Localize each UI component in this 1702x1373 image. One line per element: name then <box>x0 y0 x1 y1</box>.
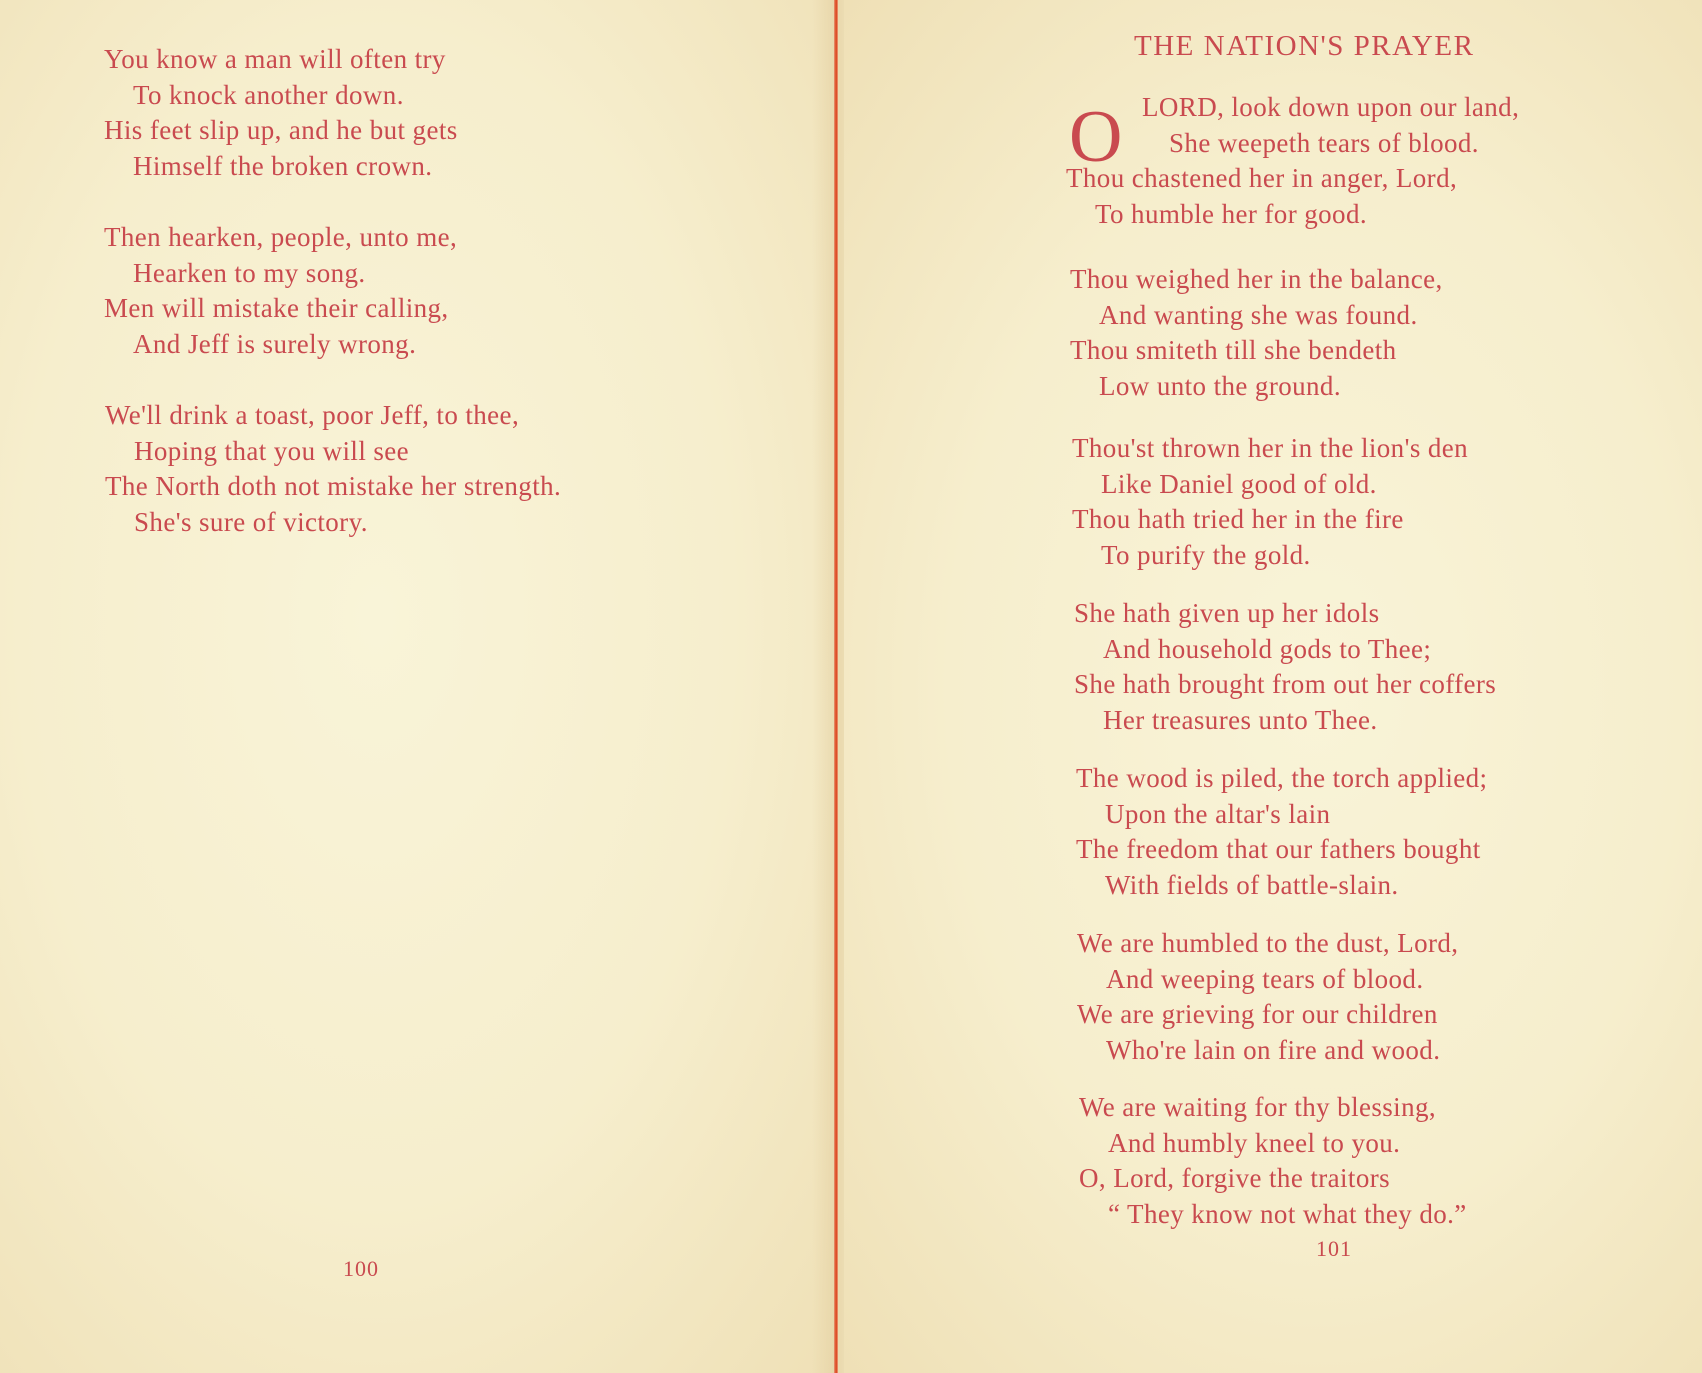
verse-line: And weeping tears of blood. <box>1106 963 1424 994</box>
verse-line: Hearken to my song. <box>133 257 366 288</box>
gutter-edge <box>834 0 838 1373</box>
page-number-left: 100 <box>343 1256 379 1281</box>
verse-line: And wanting she was found. <box>1099 299 1418 330</box>
verse-line: To purify the gold. <box>1101 539 1311 570</box>
verse-line: His feet slip up, and he but gets <box>104 115 458 145</box>
right-stanza-1 <box>1066 90 1519 232</box>
verse-line: Her treasures unto Thee. <box>1103 704 1378 735</box>
verse-line: Thou hath tried her in the fire <box>1072 504 1404 534</box>
verse-line: She weepeth tears of blood. <box>1169 127 1479 158</box>
verse-line: We'll drink a toast, poor Jeff, to thee, <box>105 400 520 430</box>
verse-line: Hoping that you will see <box>134 435 410 466</box>
left-stanza-1 <box>104 42 458 184</box>
verse-line: Like Daniel good of old. <box>1101 468 1377 499</box>
right-page <box>844 0 1702 1373</box>
verse-line: Thou smiteth till she bendeth <box>1070 335 1397 365</box>
verse-line: Thou weighed her in the balance, <box>1070 264 1443 294</box>
verse-line: And Jeff is surely wrong. <box>133 328 417 359</box>
verse-line: Upon the altar's lain <box>1105 798 1331 829</box>
verse-line: We are humbled to the dust, Lord, <box>1077 928 1459 958</box>
left-stanza-3 <box>105 398 561 540</box>
left-stanza-2 <box>104 220 457 362</box>
poem-title: THE NATION'S PRAYER <box>1134 30 1475 62</box>
right-stanza-6 <box>1077 926 1458 1068</box>
verse-line: The freedom that our fathers bought <box>1076 834 1481 864</box>
verse-line: Then hearken, people, unto me, <box>104 222 458 252</box>
right-stanza-2 <box>1070 262 1443 404</box>
verse-line: And household gods to Thee; <box>1103 633 1432 664</box>
verse-line: Low unto the ground. <box>1099 370 1341 401</box>
verse-line: And humbly kneel to you. <box>1108 1127 1401 1158</box>
verse-line: LORD, look down upon our land, <box>1142 92 1520 122</box>
verse-line: Men will mistake their calling, <box>104 293 449 323</box>
verse-line: “ They know not what they do.” <box>1108 1198 1467 1229</box>
verse-line: She hath given up her idols <box>1074 598 1380 628</box>
verse-line: Himself the broken crown. <box>133 150 433 181</box>
right-stanza-4 <box>1074 596 1496 738</box>
verse-line: To knock another down. <box>133 79 404 110</box>
verse-line: The wood is piled, the torch applied; <box>1076 763 1488 793</box>
verse-line: We are grieving for our children <box>1077 999 1438 1029</box>
verse-line: The North doth not mistake her strength. <box>105 471 562 501</box>
verse-line: You know a man will often try <box>104 44 446 74</box>
verse-line: We are waiting for thy blessing, <box>1079 1092 1437 1122</box>
right-stanza-7 <box>1079 1090 1467 1232</box>
verse-line: Thou'st thrown her in the lion's den <box>1072 433 1469 463</box>
verse-line: She's sure of victory. <box>134 506 368 537</box>
right-stanza-3 <box>1072 431 1468 573</box>
page-number-right: 101 <box>1316 1236 1352 1261</box>
drop-cap: O <box>1069 96 1123 178</box>
verse-line: Who're lain on fire and wood. <box>1106 1034 1441 1065</box>
verse-line: To humble her for good. <box>1095 198 1368 229</box>
verse-line: Thou chastened her in anger, Lord, <box>1066 163 1458 193</box>
right-stanza-5 <box>1076 761 1487 903</box>
verse-line: With fields of battle-slain. <box>1105 869 1399 900</box>
verse-line: She hath brought from out her coffers <box>1074 669 1497 699</box>
left-page <box>0 0 836 1373</box>
verse-line: O, Lord, forgive the traitors <box>1079 1163 1391 1193</box>
